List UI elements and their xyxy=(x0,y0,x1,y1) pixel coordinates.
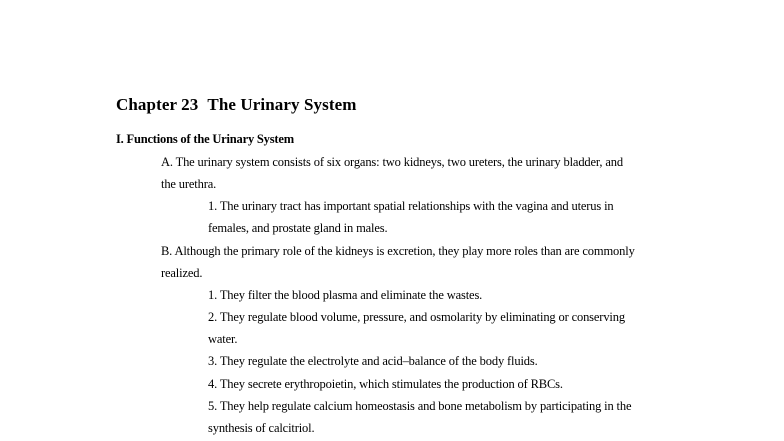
outline-item-b-continued: realized. xyxy=(161,266,203,280)
outline-subitem-b5-continued: synthesis of calcitriol. xyxy=(208,421,315,435)
outline-subitem-b1: 1. They filter the blood plasma and eliminate the wastes. xyxy=(208,288,483,302)
chapter-number: Chapter 23 xyxy=(116,95,199,114)
outline-item-a: A. The urinary system consists of six organs: two kidneys, two ureters, the urinary bladder, and xyxy=(161,155,623,169)
outline-subitem-a1: 1. The urinary tract has important spatial relationships with the vagina and uterus in xyxy=(208,199,614,213)
outline-subitem-b2: 2. They regulate blood volume, pressure, and osmolarity by eliminating or conserving xyxy=(208,310,625,324)
outline-subitem-b5: 5. They help regulate calcium homeostasis and bone metabolism by participating in the xyxy=(208,399,632,413)
chapter-name: The Urinary System xyxy=(207,95,357,114)
section-heading: I. Functions of the Urinary System xyxy=(116,132,294,146)
chapter-title xyxy=(116,95,357,115)
outline-subitem-a1-continued: females, and prostate gland in males. xyxy=(208,221,388,235)
outline-item-b: B. Although the primary role of the kidneys is excretion, they play more roles than are commonly xyxy=(161,244,635,258)
outline-subitem-b2-continued: water. xyxy=(208,332,238,346)
outline-item-a-continued: the urethra. xyxy=(161,177,217,191)
outline-subitem-b3: 3. They regulate the electrolyte and acid–balance of the body fluids. xyxy=(208,354,538,368)
outline-subitem-b4: 4. They secrete erythropoietin, which stimulates the production of RBCs. xyxy=(208,377,563,391)
